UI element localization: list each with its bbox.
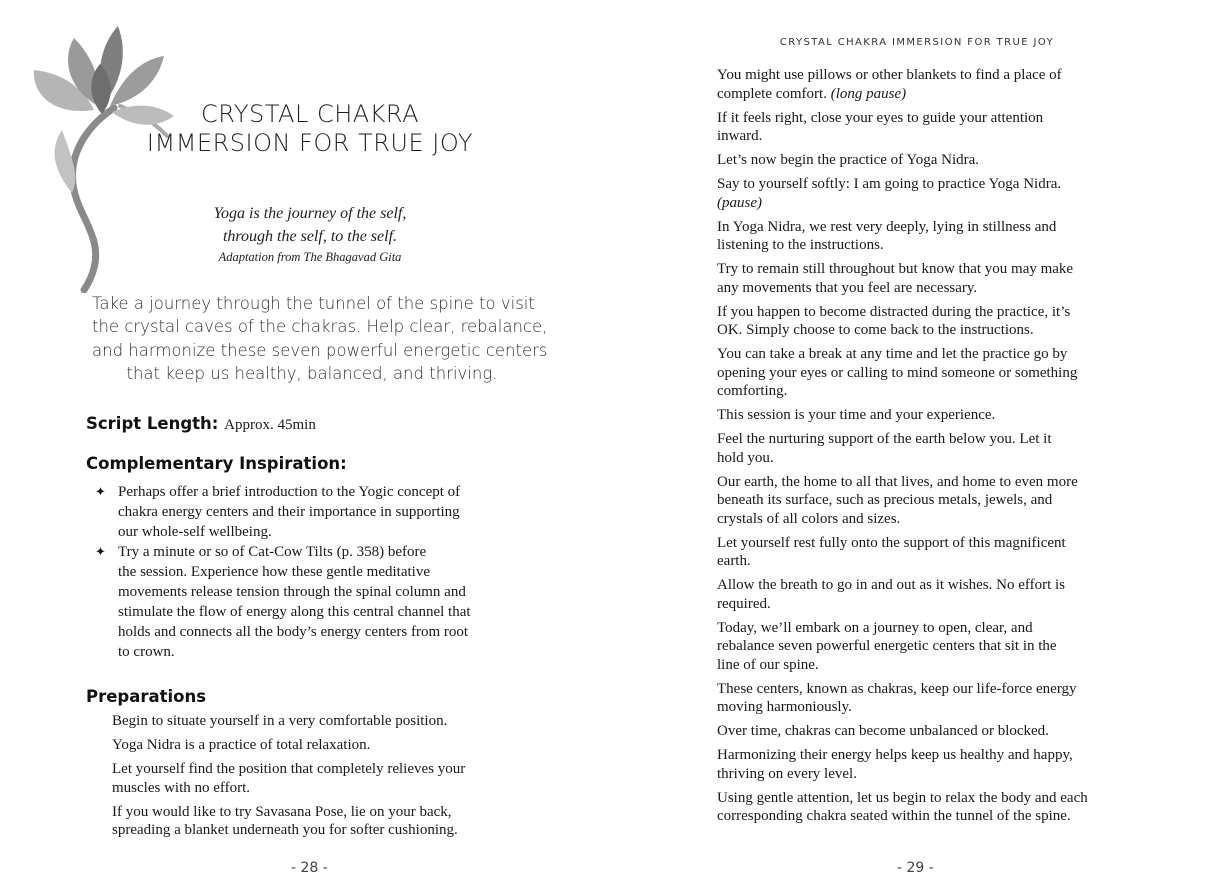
paragraph-line: Let’s now begin the practice of Yoga Nidra. — [717, 152, 980, 168]
paragraph-line: any movements that you feel are necessary. — [717, 279, 978, 296]
paragraph-line: Say to yourself softly: I am going to practice Yoga Nidra. — [717, 176, 1062, 192]
paragraph — [112, 760, 552, 797]
list-item-line: our whole-self wellbeing. — [118, 524, 272, 540]
paragraph — [717, 345, 1177, 401]
paragraph — [717, 109, 1177, 146]
script-length-label: Script Length: — [86, 414, 219, 433]
paragraph — [717, 260, 1177, 297]
paragraph — [717, 151, 1177, 170]
list-item-line: stimulate the flow of energy along this central channel that — [118, 604, 471, 620]
stage-direction: (long pause) — [830, 85, 907, 102]
paragraph-line: Our earth, the home to all that lives, and home to even more — [717, 473, 1078, 490]
preparations-heading: Preparations — [86, 687, 207, 706]
epigraph-line: Yoga is the journey of the self, — [213, 205, 407, 222]
paragraph-line: Over time, chakras can become unbalanced or blocked. — [717, 723, 1049, 739]
paragraph — [717, 66, 1177, 103]
paragraph-line: comforting. — [717, 383, 788, 399]
paragraph — [717, 303, 1177, 340]
paragraph — [717, 175, 1177, 212]
list-item-line: Try a minute or so of Cat-Cow Tilts (p. 358) before — [118, 544, 427, 560]
epigraph-attribution: Adaptation from The Bhagavad Gita — [218, 250, 402, 264]
paragraph-line: Let yourself rest fully onto the support of this magnificent — [717, 534, 1066, 551]
stage-direction: (pause) — [717, 194, 762, 211]
complementary-heading: Complementary Inspiration: — [86, 454, 347, 473]
paragraph-line: If it feels right, close your eyes to guide your attention — [717, 109, 1044, 126]
list-item-line: to crown. — [118, 644, 175, 660]
script-length — [86, 413, 316, 436]
paragraph-line: Try to remain still throughout but know that you may make — [717, 261, 1074, 277]
paragraph-line: opening your eyes or calling to mind someone or something — [717, 364, 1078, 381]
paragraph-line: thriving on every level. — [717, 765, 857, 782]
paragraph-line: Let yourself find the position that completely relieves your — [112, 761, 466, 777]
right-page — [607, 0, 1215, 888]
paragraph-line: line of our spine. — [717, 656, 819, 673]
list-item-line: holds and connects all the body’s energy centers from root — [118, 624, 469, 640]
list-item-line: movements release tension through the spinal column and — [118, 584, 466, 600]
paragraph — [717, 576, 1177, 613]
list-item-line: chakra energy centers and their importance in supporting — [118, 504, 460, 520]
paragraph-line: crystals of all colors and sizes. — [717, 510, 901, 527]
paragraph — [717, 430, 1177, 467]
paragraph-line: Yoga Nidra is a practice of total relaxation. — [112, 737, 371, 753]
intro-paragraph — [92, 292, 548, 385]
line-text: complete comfort. — [717, 85, 831, 102]
epigraph-line: through the self, to the self. — [222, 228, 398, 245]
paragraph-line — [717, 194, 1177, 213]
paragraph-line: These centers, known as chakras, keep our life-force energy — [717, 680, 1077, 697]
paragraph — [717, 680, 1177, 717]
paragraph-line: required. — [717, 595, 771, 612]
paragraph-line: moving harmoniously. — [717, 699, 852, 715]
star-bullet-icon: ✦ — [95, 484, 106, 499]
paragraph-line: You might use pillows or other blankets to find a place of — [717, 67, 1062, 83]
running-head: CRYSTAL CHAKRA IMMERSION FOR TRUE JOY — [779, 37, 1055, 48]
page-number: - 28 - — [291, 860, 328, 876]
paragraph — [717, 534, 1177, 571]
chapter-title — [130, 100, 490, 158]
paragraph — [717, 746, 1177, 783]
paragraph-line: OK. Simply choose to come back to the instructions. — [717, 322, 1034, 338]
paragraph — [112, 803, 552, 840]
paragraph — [112, 736, 552, 755]
intro-line: the crystal caves of the chakras. Help clear, rebalance, — [92, 317, 548, 337]
list-item — [92, 482, 552, 542]
complementary-list — [92, 482, 552, 662]
paragraph-line: inward. — [717, 128, 763, 144]
intro-line: and harmonize these seven powerful energetic centers — [92, 340, 548, 360]
paragraph — [112, 712, 552, 731]
paragraph — [717, 473, 1177, 529]
paragraph-line: earth. — [717, 553, 751, 569]
intro-line: Take a journey through the tunnel of the spine to visit — [92, 294, 535, 313]
paragraph-line: rebalance seven powerful energetic centers that sit in the — [717, 638, 1057, 654]
paragraph-line: Feel the nurturing support of the earth below you. Let it — [717, 431, 1052, 447]
preparations-body — [112, 712, 552, 845]
paragraph-line: If you happen to become distracted during the practice, it’s — [717, 303, 1071, 320]
paragraph-line: corresponding chakra seated within the tunnel of the spine. — [717, 808, 1071, 824]
paragraph-line: Today, we’ll embark on a journey to open, clear, and — [717, 619, 1033, 636]
epigraph — [160, 202, 460, 266]
star-bullet-icon: ✦ — [95, 544, 106, 559]
paragraph-line: beneath its surface, such as precious metals, jewels, and — [717, 492, 1053, 508]
script-body — [717, 66, 1177, 831]
intro-line: that keep us healthy, balanced, and thriving. — [126, 363, 498, 383]
left-page — [0, 0, 607, 888]
paragraph-line: Harmonizing their energy helps keep us healthy and happy, — [717, 747, 1073, 763]
paragraph-line — [717, 85, 1177, 104]
paragraph-line: Begin to situate yourself in a very comfortable position. — [112, 713, 448, 729]
paragraph — [717, 406, 1177, 425]
paragraph-line: listening to the instructions. — [717, 237, 884, 253]
title-line: CRYSTAL CHAKRA — [200, 100, 420, 128]
paragraph-line: Using gentle attention, let us begin to relax the body and each — [717, 789, 1088, 806]
paragraph — [717, 789, 1177, 826]
paragraph — [717, 218, 1177, 255]
paragraph — [717, 722, 1177, 741]
paragraph-line: muscles with no effort. — [112, 779, 251, 796]
list-item-line: Perhaps offer a brief introduction to the Yogic concept of — [118, 484, 461, 500]
paragraph — [717, 619, 1177, 675]
paragraph-line: You can take a break at any time and let the practice go by — [717, 346, 1068, 362]
paragraph-line: If you would like to try Savasana Pose, lie on your back, — [112, 803, 452, 820]
paragraph-line: In Yoga Nidra, we rest very deeply, lying in stillness and — [717, 218, 1057, 235]
paragraph-line: spreading a blanket underneath you for softer cushioning. — [112, 822, 458, 838]
list-item — [92, 542, 552, 662]
title-line: IMMERSION FOR TRUE JOY — [146, 129, 474, 157]
script-length-value: Approx. 45min — [224, 417, 316, 433]
paragraph-line: hold you. — [717, 449, 774, 466]
paragraph-line: Allow the breath to go in and out as it wishes. No effort is — [717, 577, 1066, 593]
list-item-line: the session. Experience how these gentle meditative — [118, 564, 430, 580]
page-number: - 29 - — [897, 860, 934, 876]
paragraph-line: This session is your time and your experience. — [717, 407, 996, 423]
